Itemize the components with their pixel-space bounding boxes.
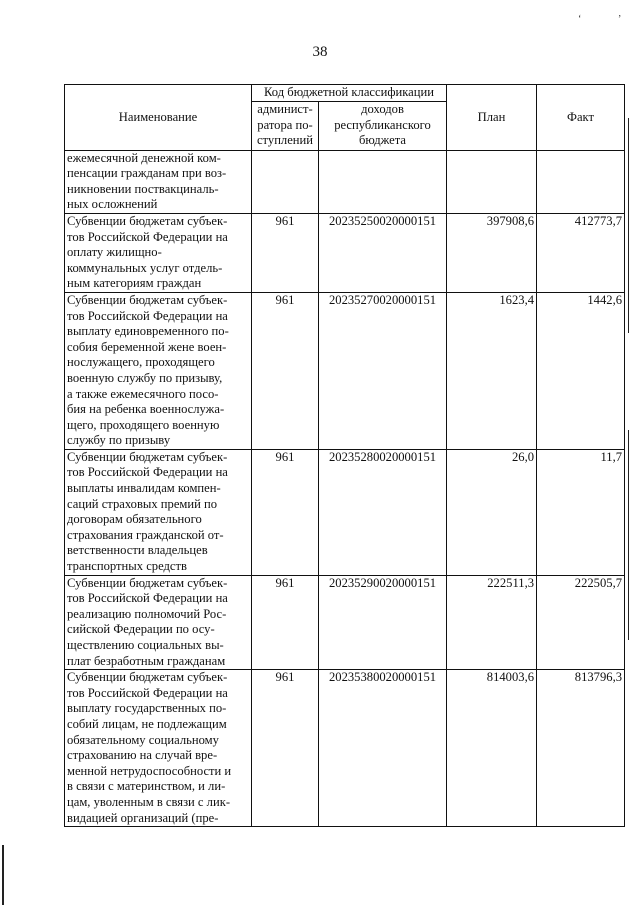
table-header-row-1 bbox=[65, 85, 625, 102]
table-row bbox=[65, 150, 625, 213]
header-name: Наименование bbox=[65, 85, 252, 151]
header-plan: План bbox=[447, 85, 537, 151]
row-name: ежемесячной денежной ком- пенсации гражданам при воз- никновении поствакциналь- ных осложнений bbox=[65, 150, 252, 213]
header-income: доходов республиканского бюджета bbox=[319, 101, 447, 150]
scan-edge-line-top bbox=[628, 118, 629, 333]
header-admin: админист- ратора по- ступлений bbox=[252, 101, 319, 150]
table-row bbox=[65, 213, 625, 292]
row-code: 20235250020000151 bbox=[319, 213, 447, 292]
row-admin bbox=[252, 150, 319, 213]
scan-mark-left: ‘ bbox=[578, 14, 582, 25]
row-fact: 813796,3 bbox=[537, 670, 625, 827]
page-number: 38 bbox=[312, 44, 328, 60]
row-name: Субвенции бюджетам субъек- тов Российской Федерации на выплату государственных по- собий лицам, не подлежащим обязательному социальному страхованию на случай вре- менной нетрудоспособности и в связи с материнством, и ли- цам, уволенным в связи с лик- видацией организаций (пре- bbox=[65, 670, 252, 827]
row-fact: 11,7 bbox=[537, 449, 625, 575]
scan-edge-line-bottom bbox=[628, 430, 629, 640]
row-code: 20235290020000151 bbox=[319, 575, 447, 670]
row-name: Субвенции бюджетам субъек- тов Российской Федерации на реализацию полномочий Рос- сийской Федерации по осу- ществлению социальных вы- плат безработным гражданам bbox=[65, 575, 252, 670]
scan-mark-right: ’ bbox=[618, 14, 622, 25]
row-admin: 961 bbox=[252, 670, 319, 827]
row-code: 20235280020000151 bbox=[319, 449, 447, 575]
row-admin: 961 bbox=[252, 449, 319, 575]
row-fact: 412773,7 bbox=[537, 213, 625, 292]
row-name: Субвенции бюджетам субъек- тов Российской Федерации на выплату единовременного по- собия беременной жене воен- нослужащего, проходящего военную службу по призыву, а также ежемесячного посо- бия на ребенка военнослужа- щего, проходящего военную службу по призыву bbox=[65, 292, 252, 449]
budget-revenue-table bbox=[64, 84, 625, 827]
table-row bbox=[65, 670, 625, 827]
row-name: Субвенции бюджетам субъек- тов Российской Федерации на оплату жилищно- коммунальных услуг отдель- ным категориям граждан bbox=[65, 213, 252, 292]
row-plan: 1623,4 bbox=[447, 292, 537, 449]
row-plan: 397908,6 bbox=[447, 213, 537, 292]
header-budget-code-group: Код бюджетной классификации bbox=[252, 85, 447, 102]
row-fact: 222505,7 bbox=[537, 575, 625, 670]
table-row bbox=[65, 449, 625, 575]
table-row bbox=[65, 292, 625, 449]
row-name: Субвенции бюджетам субъек- тов Российской Федерации на выплаты инвалидам компен- саций страховых премий по договорам обязательного страхования гражданской от- ветственности владельцев транспортных средств bbox=[65, 449, 252, 575]
row-admin: 961 bbox=[252, 213, 319, 292]
row-code bbox=[319, 150, 447, 213]
table-row bbox=[65, 575, 625, 670]
row-plan: 814003,6 bbox=[447, 670, 537, 827]
row-code: 20235380020000151 bbox=[319, 670, 447, 827]
header-fact: Факт bbox=[537, 85, 625, 151]
row-fact: 1442,6 bbox=[537, 292, 625, 449]
row-plan bbox=[447, 150, 537, 213]
row-admin: 961 bbox=[252, 292, 319, 449]
row-fact bbox=[537, 150, 625, 213]
row-plan: 26,0 bbox=[447, 449, 537, 575]
row-plan: 222511,3 bbox=[447, 575, 537, 670]
row-admin: 961 bbox=[252, 575, 319, 670]
scan-edge-line-left bbox=[2, 845, 4, 905]
row-code: 20235270020000151 bbox=[319, 292, 447, 449]
